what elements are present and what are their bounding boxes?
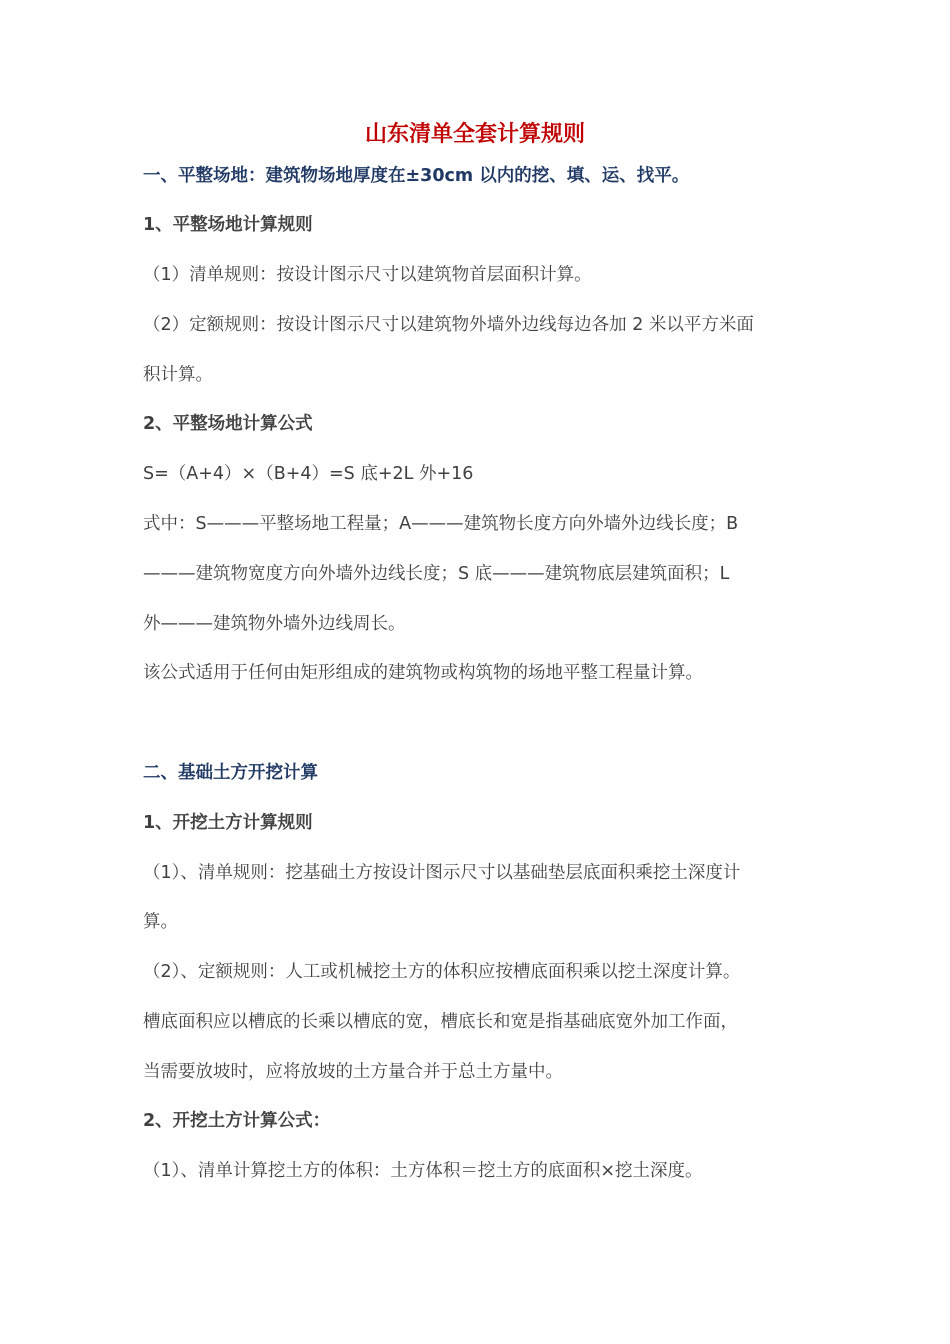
paragraph-line: 积计算。 <box>143 365 213 385</box>
subsection-heading: 1、平整场地计算规则 <box>143 215 313 235</box>
paragraph-line: ———建筑物宽度方向外墙外边线长度；S 底———建筑物底层建筑面积；L <box>143 564 730 584</box>
subsection-heading: 2、平整场地计算公式 <box>143 414 313 434</box>
paragraph-line: 外———建筑物外墙外边线周长。 <box>143 614 406 634</box>
paragraph-line: 式中：S———平整场地工程量；A———建筑物长度方向外墙外边线长度；B <box>143 514 739 534</box>
paragraph-line: （1）、清单规则：挖基础土方按设计图示尺寸以基础垫层底面积乘挖土深度计 <box>143 863 741 883</box>
paragraph-line: 该公式适用于任何由矩形组成的建筑物或构筑物的场地平整工程量计算。 <box>143 663 703 683</box>
paragraph-line: 槽底面积应以槽底的长乘以槽底的宽，槽底长和宽是指基础底宽外加工作面， <box>143 1012 738 1032</box>
section-heading: 一、平整场地：建筑物场地厚度在±30cm 以内的挖、填、运、找平。 <box>143 166 690 186</box>
subsection-heading: 1、开挖土方计算规则 <box>143 813 313 833</box>
subsection-heading: 2、开挖土方计算公式： <box>143 1111 331 1131</box>
paragraph-line: 当需要放坡时，应将放坡的土方量合并于总土方量中。 <box>143 1062 563 1082</box>
document-title: 山东清单全套计算规则 <box>364 122 585 147</box>
paragraph-line: （2）定额规则：按设计图示尺寸以建筑物外墙外边线每边各加 2 米以平方米面 <box>143 315 754 335</box>
section-heading: 二、基础土方开挖计算 <box>143 763 318 783</box>
paragraph-line: 算。 <box>143 912 178 932</box>
paragraph-line: （2）、定额规则：人工或机械挖土方的体积应按槽底面积乘以挖土深度计算。 <box>143 962 741 982</box>
paragraph-line: （1）、清单计算挖土方的体积：土方体积＝挖土方的底面积×挖土深度。 <box>143 1161 703 1181</box>
paragraph-line: （1）清单规则：按设计图示尺寸以建筑物首层面积计算。 <box>143 265 592 285</box>
formula-line: S=（A+4）×（B+4）=S 底+2L 外+16 <box>143 464 474 484</box>
